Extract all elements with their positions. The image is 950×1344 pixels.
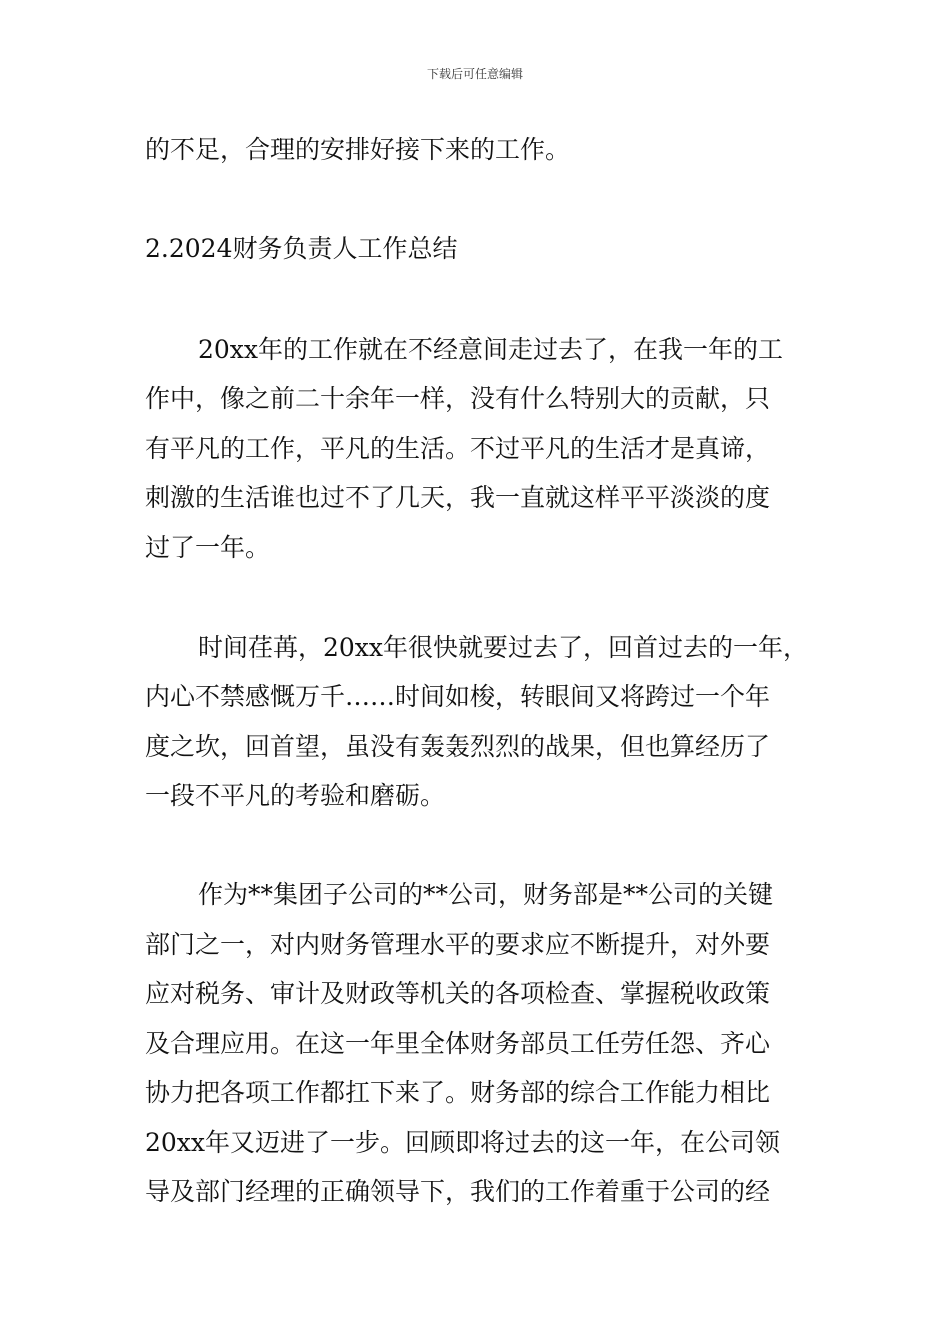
section-heading: 2.2024财务负责人工作总结 [145,234,458,263]
paragraph-1-line-4: 刺激的生活谁也过不了几天，我一直就这样平平淡淡的度 [145,483,771,512]
paragraph-1-line-5: 过了一年。 [145,533,271,562]
paragraph-1-line-3: 有平凡的工作，平凡的生活。不过平凡的生活才是真谛， [145,434,771,463]
paragraph-2-line-2: 内心不禁感慨万千……时间如梭，转眼间又将跨过一个年 [145,682,771,711]
paragraph-1-line-2: 作中，像之前二十余年一样，没有什么特别大的贡献，只 [145,384,771,413]
text-line-1: 的不足，合理的安排好接下来的工作。 [145,135,571,164]
paragraph-3-line-4: 及合理应用。在这一年里全体财务部员工任劳任怨、齐心 [145,1029,771,1058]
paragraph-1-line-1: 20xx年的工作就在不经意间走过去了，在我一年的工 [198,335,784,364]
paragraph-3-line-3: 应对税务、审计及财政等机关的各项检查、掌握税收政策 [145,979,771,1008]
paragraph-3-line-1: 作为**集团子公司的**公司，财务部是**公司的关键 [198,880,774,909]
paragraph-2-line-3: 度之坎，回首望，虽没有轰轰烈烈的战果，但也算经历了 [145,732,771,761]
page-header: 下载后可任意编辑 [426,67,523,81]
paragraph-3-line-6: 20xx年又迈进了一步。回顾即将过去的这一年，在公司领 [145,1128,781,1157]
paragraph-2-line-1: 时间荏苒，20xx年很快就要过去了，回首过去的一年， [198,633,809,662]
paragraph-3-line-5: 协力把各项工作都扛下来了。财务部的综合工作能力相比 [145,1078,771,1107]
paragraph-2-line-4: 一段不平凡的考验和磨砺。 [145,781,446,810]
paragraph-3-line-7: 导及部门经理的正确领导下，我们的工作着重于公司的经 [145,1177,771,1206]
paragraph-3-line-2: 部门之一，对内财务管理水平的要求应不断提升，对外要 [145,930,771,959]
